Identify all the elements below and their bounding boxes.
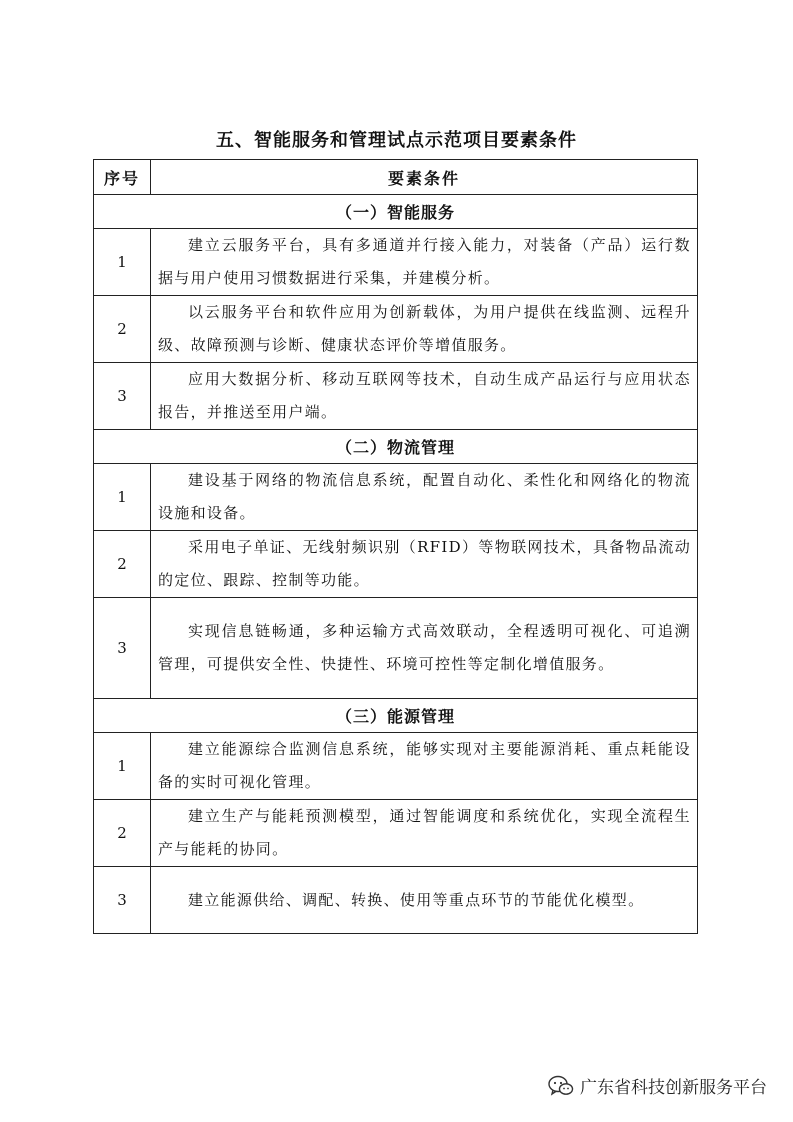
row-text: 建设基于网络的物流信息系统，配置自动化、柔性化和网络化的物流设施和设备。	[151, 464, 698, 531]
table-header-row	[94, 160, 698, 195]
row-text: 实现信息链畅通，多种运输方式高效联动，全程透明可视化、可追溯管理，可提供安全性、快捷性、环境可控性等定制化增值服务。	[151, 598, 698, 699]
row-number: 2	[94, 531, 151, 598]
header-no: 序号	[94, 160, 151, 195]
row-number: 3	[94, 867, 151, 934]
watermark	[548, 1073, 767, 1098]
table-row	[94, 229, 698, 296]
row-number: 3	[94, 363, 151, 430]
row-text: 建立云服务平台，具有多通道并行接入能力，对装备（产品）运行数据与用户使用习惯数据进行采集，并建模分析。	[151, 229, 698, 296]
section-row	[94, 699, 698, 733]
row-text: 采用电子单证、无线射频识别（RFID）等物联网技术，具备物品流动的定位、跟踪、控制等功能。	[151, 531, 698, 598]
section-row	[94, 195, 698, 229]
header-content: 要素条件	[151, 160, 698, 195]
table-row	[94, 598, 698, 699]
section-title: （二）物流管理	[94, 430, 698, 464]
row-text: 以云服务平台和软件应用为创新载体，为用户提供在线监测、远程升级、故障预测与诊断、健康状态评价等增值服务。	[151, 296, 698, 363]
table-row	[94, 733, 698, 800]
row-number: 2	[94, 296, 151, 363]
section-title: （三）能源管理	[94, 699, 698, 733]
row-text: 应用大数据分析、移动互联网等技术，自动生成产品运行与应用状态报告，并推送至用户端。	[151, 363, 698, 430]
requirements-table	[93, 159, 698, 934]
table-row	[94, 296, 698, 363]
watermark-text: 广东省科技创新服务平台	[580, 1078, 767, 1098]
row-text: 建立能源综合监测信息系统，能够实现对主要能源消耗、重点耗能设备的实时可视化管理。	[151, 733, 698, 800]
table-row	[94, 531, 698, 598]
wechat-icon	[548, 1075, 574, 1097]
table-row	[94, 363, 698, 430]
page-title: 五、智能服务和管理试点示范项目要素条件	[216, 130, 577, 151]
row-text: 建立生产与能耗预测模型，通过智能调度和系统优化，实现全流程生产与能耗的协同。	[151, 800, 698, 867]
table-row	[94, 800, 698, 867]
table-row	[94, 867, 698, 934]
section-title: （一）智能服务	[94, 195, 698, 229]
row-number: 1	[94, 229, 151, 296]
row-number: 1	[94, 733, 151, 800]
table-row	[94, 464, 698, 531]
row-number: 3	[94, 598, 151, 699]
row-text: 建立能源供给、调配、转换、使用等重点环节的节能优化模型。	[151, 867, 698, 934]
row-number: 2	[94, 800, 151, 867]
section-row	[94, 430, 698, 464]
row-number: 1	[94, 464, 151, 531]
